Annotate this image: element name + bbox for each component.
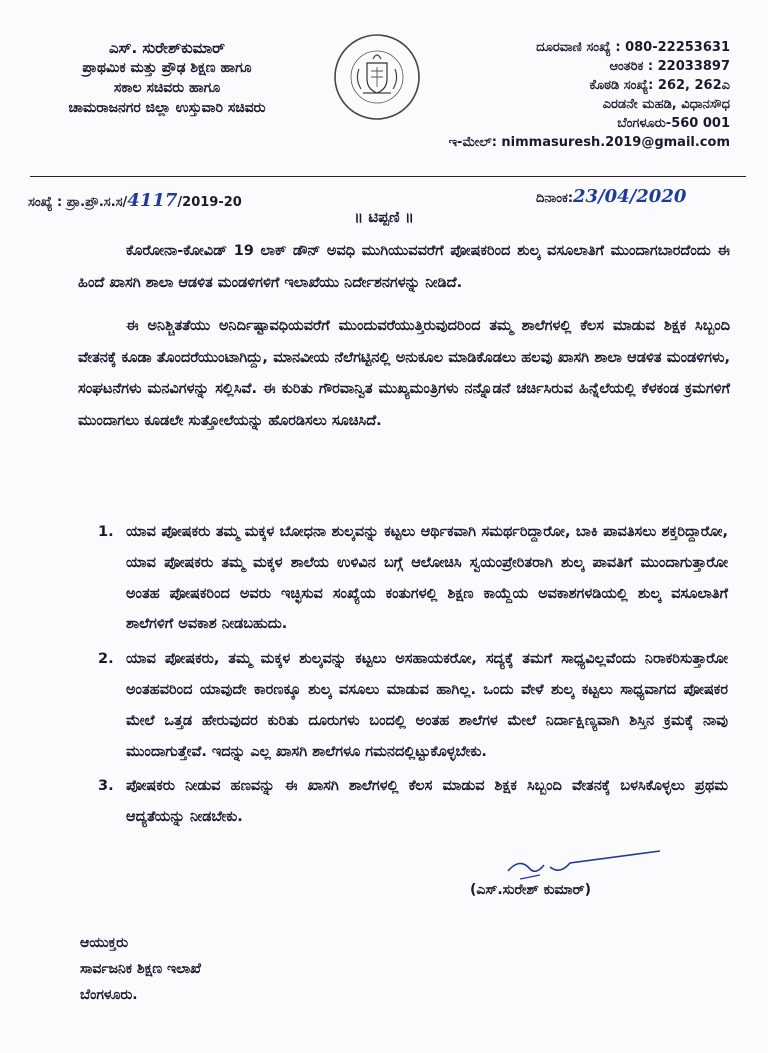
list-item (98, 517, 728, 640)
reference-year: /2019-20 (177, 195, 242, 210)
list-item (98, 644, 728, 767)
addressee-line-1: ಆಯುಕ್ತರು (80, 935, 129, 951)
sender-title-line-1: ಪ್ರಾಥಮಿಕ ಮತ್ತು ಪ್ರೌಢ ಶಿಕ್ಷಣ ಹಾಗೂ (82, 60, 252, 76)
letter-date (536, 186, 686, 207)
contact-floor: ಎರಡನೇ ಮಹಡಿ, ವಿಧಾನಸೌಧ (602, 97, 730, 112)
handwritten-signature (500, 845, 670, 885)
contact-email: ಇ-ಮೇಲ್: nimmasuresh.2019@gmail.com (448, 135, 730, 150)
list-item (98, 771, 728, 833)
list-item-text: ಯಾವ ಪೋಷಕರು ತಮ್ಮ ಮಕ್ಕಳ ಬೋಧನಾ ಶುಲ್ಕವನ್ನು ಕಟ್ಟಲು ಆರ್ಥಿಕವಾಗಿ ಸಮರ್ಥರಿದ್ದಾರೋ, ಬಾಕಿ ಪಾವತಿಸಲು ಶಕ್ತರಿದ್ದಾರೋ, ಯಾವ ಪೋಷಕರು ತಮ್ಮ ಮಕ್ಕಳ ಶಾಲೆಯ ಉಳಿವಿನ ಬಗ್ಗೆ ಆಲೋಚಿಸಿ ಸ್ವಯಂಪ್ರೇರಿತರಾಗಿ ಶುಲ್ಕ ಪಾವತಿಗೆ ಮುಂದಾಗುತ್ತಾರೋ ಅಂತಹ ಪೋಷಕರಿಂದ ಅವರು ಇಚ್ಛಿಸುವ ಸಂಖ್ಯೆಯ ಕಂತುಗಳಲ್ಲಿ ಶಿಕ್ಷಣ ಕಾಯ್ದೆಯ ಅವಕಾಶಗಳಡಿಯಲ್ಲಿ ಶುಲ್ಕ ವಸೂಲಾತಿಗೆ ಶಾಲೆಗಳಿಗೆ ಅವಕಾಶ ನೀಡಬಹುದು. (126, 524, 728, 633)
list-item-text: ಪೋಷಕರು ನೀಡುವ ಹಣವನ್ನು ಈ ಖಾಸಗಿ ಶಾಲೆಗಳಲ್ಲಿ ಕೆಲಸ ಮಾಡುವ ಶಿಕ್ಷಕ ಸಿಬ್ಬಂದಿ ವೇತನಕ್ಕೆ ಬಳಸಿಕೊಳ್ಳಲು ಪ್ರಥಮ ಆದ್ಯತೆಯನ್ನು ನೀಡಬೇಕು. (126, 778, 728, 826)
addressee-block (80, 930, 201, 1008)
date-handwritten-value: 23/04/2020 (573, 186, 687, 207)
list-item-text: ಯಾವ ಪೋಷಕರು, ತಮ್ಮ ಮಕ್ಕಳ ಶುಲ್ಕವನ್ನು ಕಟ್ಟಲು ಅಸಹಾಯಕರೋ, ಸದ್ಯಕ್ಕೆ ತಮಗೆ ಸಾಧ್ಯವಿಲ್ಲವೆಂದು ನಿರಾಕರಿಸುತ್ತಾರೋ ಅಂತಹವರಿಂದ ಯಾವುದೇ ಕಾರಣಕ್ಕೂ ಶುಲ್ಕ ವಸೂಲು ಮಾಡುವ ಹಾಗಿಲ್ಲ. ಒಂದು ವೇಳೆ ಶುಲ್ಕ ಕಟ್ಟಲು ಸಾಧ್ಯವಾಗದ ಪೋಷಕರ ಮೇಲೆ ಒತ್ತಡ ಹೇರುವುದರ ಕುರಿತು ದೂರುಗಳು ಬಂದಲ್ಲಿ ಅಂತಹ ಶಾಲೆಗಳ ಮೇಲೆ ನಿರ್ದಾಕ್ಷಿಣ್ಯವಾಗಿ ಶಿಸ್ತಿನ ಕ್ರಮಕ್ಕೆ ನಾವು ಮುಂದಾಗುತ್ತೇವೆ. ಇದನ್ನು ಎಲ್ಲ ಖಾಸಗಿ ಶಾಲೆಗಳೂ ಗಮನದಲ್ಲಿಟ್ಟುಕೊಳ್ಳಬೇಕು. (126, 651, 728, 760)
instruction-list (98, 517, 728, 837)
header-divider (30, 176, 746, 177)
sender-title-line-3: ಚಾಮರಾಜನಗರ ಜಿಲ್ಲಾ ಉಸ್ತುವಾರಿ ಸಚಿವರು (68, 100, 266, 116)
sender-name: ಎಸ್. ಸುರೇಶ್‌ಕುಮಾರ್ (109, 39, 225, 57)
addressee-line-3: ಬೆಂಗಳೂರು. (80, 987, 138, 1003)
reference-handwritten-number: 4117 (127, 190, 178, 211)
contact-phone: ದೂರವಾಣಿ ಸಂಖ್ಯೆ : 080-22253631 (536, 40, 730, 55)
note-heading: ॥ ಟಿಪ್ಪಣಿ ॥ (354, 208, 414, 226)
karnataka-emblem-icon (333, 33, 421, 121)
contact-internal: ಆಂತರಿಕ : 22033897 (609, 59, 730, 74)
sender-title-line-2: ಸಕಾಲ ಸಚಿವರು ಹಾಗೂ (113, 80, 221, 96)
date-label: ದಿನಾಂಕ: (536, 191, 574, 206)
letterhead-sender (22, 38, 312, 118)
letter-body (78, 236, 730, 449)
paragraph-1: ಕೊರೋನಾ-ಕೋವಿಡ್ 19 ಲಾಕ್ ಡೌನ್ ಅವಧಿ ಮುಗಿಯುವವರೆಗೆ ಪೋಷಕರಿಂದ ಶುಲ್ಕ ವಸೂಲಾತಿಗೆ ಮುಂದಾಗಬಾರದೆಂದು ಈ ಹಿಂದೆ ಖಾಸಗಿ ಶಾಲಾ ಆಡಳಿತ ಮಂಡಳಿಗಳಿಗೆ ಇಲಾಖೆಯು ನಿರ್ದೇಶನಗಳನ್ನು ನೀಡಿದೆ. (78, 243, 730, 291)
reference-prefix: ಸಂಖ್ಯೆ : ಪ್ರಾ.ಪ್ರೌ.ಸ.ಸ/ (28, 195, 128, 210)
addressee-line-2: ಸಾರ್ವಜನಿಕ ಶಿಕ್ಷಣ ಇಲಾಖೆ (80, 961, 201, 977)
letterhead-contact (430, 38, 730, 152)
paragraph-2: ಈ ಅನಿಶ್ಚಿತತೆಯು ಅನಿರ್ದಿಷ್ಟಾವಧಿಯವರೆಗೆ ಮುಂದುವರೆಯುತ್ತಿರುವುದರಿಂದ ತಮ್ಮ ಶಾಲೆಗಳಲ್ಲಿ ಕೆಲಸ ಮಾಡುವ ಶಿಕ್ಷಕ ಸಿಬ್ಬಂದಿ ವೇತನಕ್ಕೆ ಕೂಡಾ ತೊಂದರೆಯುಂಟಾಗಿದ್ದು, ಮಾನವೀಯ ನೆಲೆಗಟ್ಟಿನಲ್ಲಿ ಅನುಕೂಲ ಮಾಡಿಕೊಡಲು ಹಲವು ಖಾಸಗಿ ಶಾಲಾ ಆಡಳಿತ ಮಂಡಳಿಗಳು, ಸಂಘಟನೆಗಳು ಮನವಿಗಳನ್ನು ಸಲ್ಲಿಸಿವೆ. ಈ ಕುರಿತು ಗೌರವಾನ್ವಿತ ಮುಖ್ಯಮಂತ್ರಿಗಳು ನನ್ನೊಡನೆ ಚರ್ಚಿಸಿರುವ ಹಿನ್ನೆಲೆಯಲ್ಲಿ ಕೆಳಕಂಡ ಕ್ರಮಗಳಿಗೆ ಮುಂದಾಗಲು ಕೂಡಲೇ ಸುತ್ತೋಲೆಯನ್ನು ಹೊರಡಿಸಲು ಸೂಚಿಸಿದೆ. (78, 318, 730, 429)
signatory-name: (ಎಸ್.ಸುರೇಶ್ ಕುಮಾರ್) (470, 882, 591, 898)
contact-room: ಕೊಠಡಿ ಸಂಖ್ಯೆ: 262, 262ಎ (589, 78, 730, 93)
list-item-number: 1. (98, 524, 114, 540)
list-item-number: 3. (98, 778, 114, 795)
contact-city: ಬೆಂಗಳೂರು-560 001 (617, 116, 730, 131)
list-item-number: 2. (98, 651, 114, 668)
